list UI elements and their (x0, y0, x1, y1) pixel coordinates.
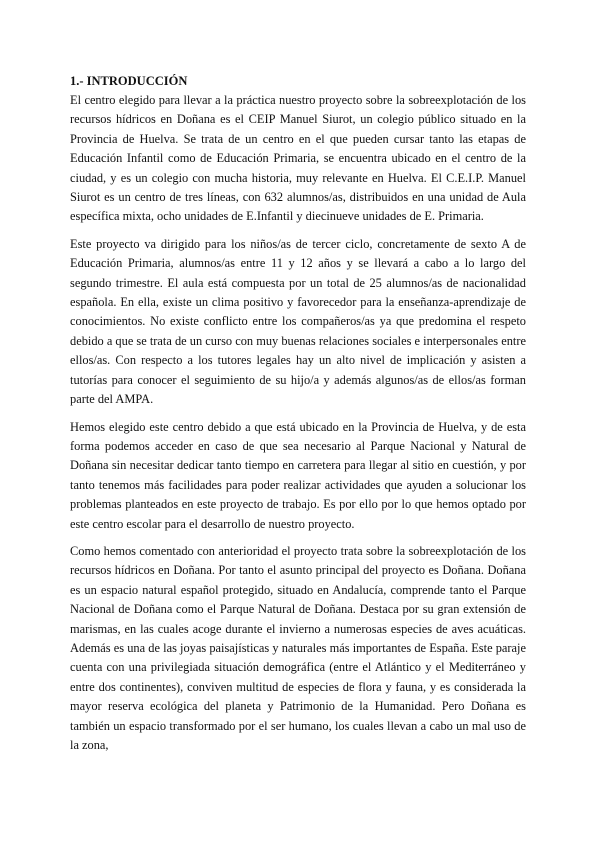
paragraph-school-description: El centro elegido para llevar a la práctica nuestro proyecto sobre la sobreexplotación de los recursos hídricos en Doñana es el CEIP Manuel Siurot, un colegio público situado en la Provincia de Huelva. Se trata de un centro en el que pueden cursar tanto las etapas de Educación Infantil como de Educación Primaria, se encuentra ubicado en el centro de la ciudad, y es un colegio con mucha historia, muy relevante en Huelva. El C.E.I.P. Manuel Siurot es un centro de tres líneas, con 632 alumnos/as, distribuidos en una unidad de Aula específica mixta, ocho unidades de E.Infantil y diecinueve unidades de E. Primaria. (70, 93, 526, 224)
paragraph-school-choice: Hemos elegido este centro debido a que está ubicado en la Provincia de Huelva, y de esta forma podemos acceder en caso de que sea necesario al Parque Nacional y Natural de Doñana sin necesitar dedicar tanto tiempo en carretera para llegar al sitio en cuestión, y por tanto tenemos más facilidades para poder realizar actividades que ayuden a solucionar los problemas planteados en este proyecto de trabajo. Es por ello por lo que hemos optado por este centro escolar para el desarrollo de nuestro proyecto. (70, 419, 526, 531)
section-heading: 1.- INTRODUCCIÓN (70, 74, 188, 88)
paragraph-donana-description: Como hemos comentado con anterioridad el proyecto trata sobre la sobreexplotación de los recursos hídricos en Doñana. Por tanto el asunto principal del proyecto es Doñana. Doñana es un espacio natural español protegido, situado en Andalucía, comprende tanto el Parque Nacional de Doñana como el Parque Natural de Doñana. Destaca por su gran extensión de marismas, en las cuales acoge durante el invierno a numerosas especies de aves acuáticas. Además es una de las joyas paisajísticas y naturales más importantes de España. Este paraje cuenta con una privilegiada situación demográfica (entre el Atlántico y el Mediterráneo y entre dos continentes), conviven multitud de especies de flora y fauna, y es considerada la mayor reserva ecológica del planeta y Patrimonio de la Humanidad. Pero Doñana es también un espacio transformado por el ser humano, los cuales llevan a cabo un mal uso de la zona, (70, 543, 526, 752)
paragraph-target-class: Este proyecto va dirigido para los niños/as de tercer ciclo, concretamente de sexto A de Educación Primaria, alumnos/as entre 11 y 12 años y se llevará a cabo a lo largo del segundo trimestre. El aula está compuesta por un total de 25 alumnos/as de nacionalidad española. En ella, existe un clima positivo y favorecedor para la enseñanza-aprendizaje de conocimientos. No existe conflicto entre los compañeros/as ya que predomina el respeto debido a que se trata de un curso con muy buenas relaciones sociales e interpersonales entre ellos/as. Con respecto a los tutores legales hay un alto nivel de implicación y asisten a tutorías para conocer el seguimiento de su hijo/a y además algunos/as de ellos/as forman parte del AMPA. (70, 236, 526, 407)
page-content (70, 72, 526, 763)
